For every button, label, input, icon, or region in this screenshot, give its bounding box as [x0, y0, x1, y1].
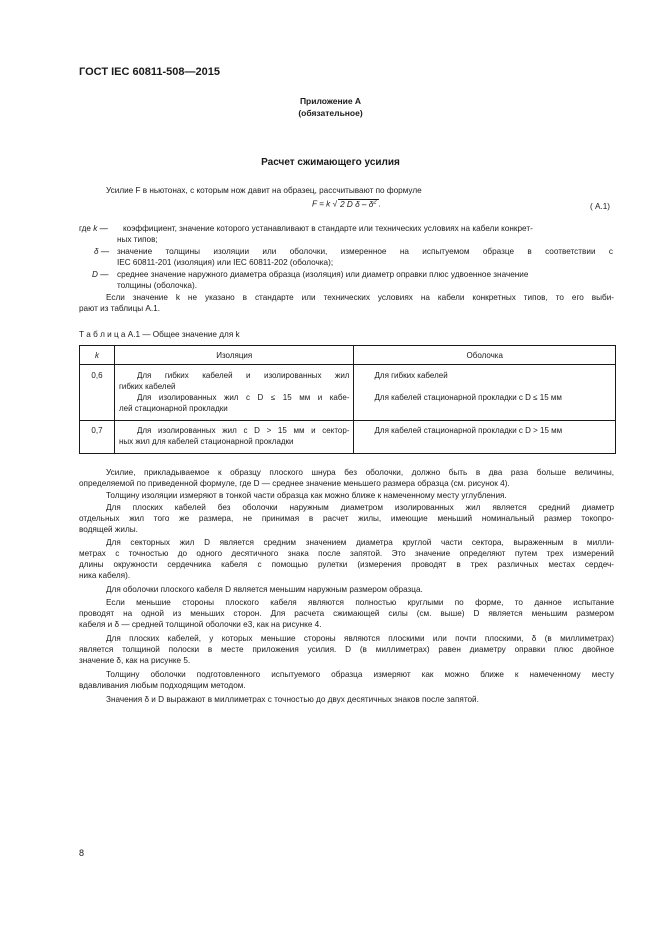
where-delta-line2: IEC 60811-201 (изоляция) или IEC 60811-202 (оболочка);	[117, 258, 334, 267]
table-cell-sheath-1: Для гибких кабелей	[374, 371, 448, 380]
p8-line1: Толщину оболочки подготовленного испытуемого образца измеряют как можно ближе к намеченному месту	[106, 670, 614, 679]
where-D-line1: среднее значение наружного диаметра образца (изоляция) или диаметр оправки плюс удвоенное значение	[117, 270, 529, 279]
formula-lhs: F = k	[312, 199, 331, 209]
p3-line2: отдельных жил того же размера, не принимая в расчет жилы, имеющие меньший номинальный размер токопро-	[79, 514, 614, 523]
p5: Для оболочки плоского кабеля D является меньшим наружным размером образца.	[106, 585, 423, 594]
k-note-line2: рают из таблицы А.1.	[79, 304, 160, 313]
p9: Значения δ и D выражают в миллиметрах с точностью до двух десятичных знаков после запятой.	[106, 695, 479, 704]
table-cell-ins-l1: Для изолированных жил с D > 15 мм и сектор-	[136, 426, 350, 435]
page-number: 8	[79, 848, 85, 858]
where-lead: где k —	[79, 224, 108, 233]
table-cell-ins-l1: Для гибких кабелей и изолированных жил	[136, 371, 350, 380]
intro-paragraph: Усилие F в ньютонах, с которым нож давит на образец, рассчитывают по формуле	[106, 186, 422, 195]
formula-radicand: 2 D δ – δ	[340, 199, 374, 209]
where-delta-term: δ —	[94, 247, 110, 256]
formula-power: 2	[373, 199, 377, 205]
where-D-line2: толщины (оболочка).	[117, 281, 197, 290]
table-header-sheath: Оболочка	[354, 346, 616, 365]
sqrt-icon: √	[332, 199, 338, 209]
section-title: Расчет сжимающего усилия	[261, 157, 400, 168]
p4-line2: метрах с точностью до одного десятичного знака после запятой. Это значение определяют путем трех измерений	[79, 549, 614, 558]
table-cell-ins-l2: ных жил для кабелей стационарной прокладки	[118, 437, 294, 446]
appendix-status: (обязательное)	[298, 108, 363, 118]
p6-line3: кабеля и δ — средней толщиной оболочки e3, как на рисунке 4.	[79, 620, 322, 629]
p3-line3: водящей жилы.	[79, 525, 138, 534]
table-cell-sheath-2: Для кабелей стационарной прокладки с D ≤ 15 мм	[374, 393, 562, 402]
table-header-row	[80, 346, 616, 365]
table-header-insulation: Изоляция	[114, 346, 354, 365]
formula-a1: F = k √ 2 D δ – $\delta^2$ .	[312, 199, 381, 209]
p2: Толщину изоляции измеряют в тонкой части образца как можно ближе к намеченному месту углубления.	[106, 491, 507, 500]
table-cell-sheath: Для кабелей стационарной прокладки с D > 15 мм	[354, 421, 616, 454]
table-cell-ins-l3: Для изолированных жил с D ≤ 15 мм и кабе-	[136, 393, 350, 402]
table-row	[80, 421, 616, 454]
k-note-line1: Если значение k не указано в стандарте или технических условиях на кабели конкретных типов, то его выби-	[106, 293, 614, 302]
table-cell-k: 0,7	[80, 421, 115, 454]
p3-line1: Для плоских кабелей без оболочки наружным диаметром изолированных жил является средний диаметр	[106, 503, 614, 512]
p4-line4: ника кабеля).	[79, 571, 131, 580]
table-header-k: k	[80, 346, 115, 365]
table-cell-ins-l4: лей стационарной прокладки	[118, 404, 228, 413]
where-delta-line1: значение толщины изоляции или оболочки, измеренное на испытуемом образце в соответствии с	[117, 247, 613, 256]
p1-line1: Усилие, прикладываемое к образцу плоского шнура без оболочки, должно быть в два раза больше величины,	[106, 468, 614, 477]
where-k-line2: ных типов;	[117, 235, 158, 244]
p7-line2: является толщиной полоски в месте приложения усилия. D (в миллиметрах) равен диаметру оправки плюс двойное	[79, 645, 614, 654]
table-caption: Т а б л и ц а А.1 — Общее значение для k	[79, 330, 240, 339]
appendix-label: Приложение А	[299, 96, 362, 106]
where-k-line1: коэффициент, значение которого устанавливают в стандарте или технических условиях на кабели конкрет-	[123, 224, 533, 233]
document-header: ГОСТ IEC 60811-508—2015	[79, 66, 220, 78]
table-a1	[79, 345, 616, 454]
p4-line3: длины окружности сердечника кабеля с помощью рулетки (измерения проводят в трех различных местах сердеч-	[79, 560, 614, 569]
formula-number: ( А.1)	[590, 202, 611, 211]
p4-line1: Для секторных жил D является средним значением диаметра круглой части сектора, выраженным в милли-	[106, 538, 614, 547]
p7-line1: Для плоских кабелей, у которых меньшие стороны являются плоскими или почти плоскими, δ (в миллиметрах)	[106, 634, 614, 643]
table-cell-ins-l2: гибких кабелей	[118, 382, 176, 391]
p6-line1: Если меньшие стороны плоского кабеля являются полностью круглыми по форме, то данное испытание	[106, 598, 614, 607]
table-row	[80, 365, 616, 421]
p1-line2: определяемой по приведенной формуле, где D — среднее значение меньшего размера образца (см. рисунок 4).	[79, 479, 510, 488]
p7-line3: значение δ, как на рисунке 5.	[79, 656, 191, 665]
table-cell-k: 0,6	[80, 365, 115, 421]
p6-line2: проводят на одной из меньших сторон. Для расчета сжимающей силы (см. выше) D является меньшим размером	[79, 609, 614, 618]
p8-line2: вдавливания любым подходящим методом.	[79, 681, 246, 690]
where-D-term: D —	[92, 270, 109, 279]
